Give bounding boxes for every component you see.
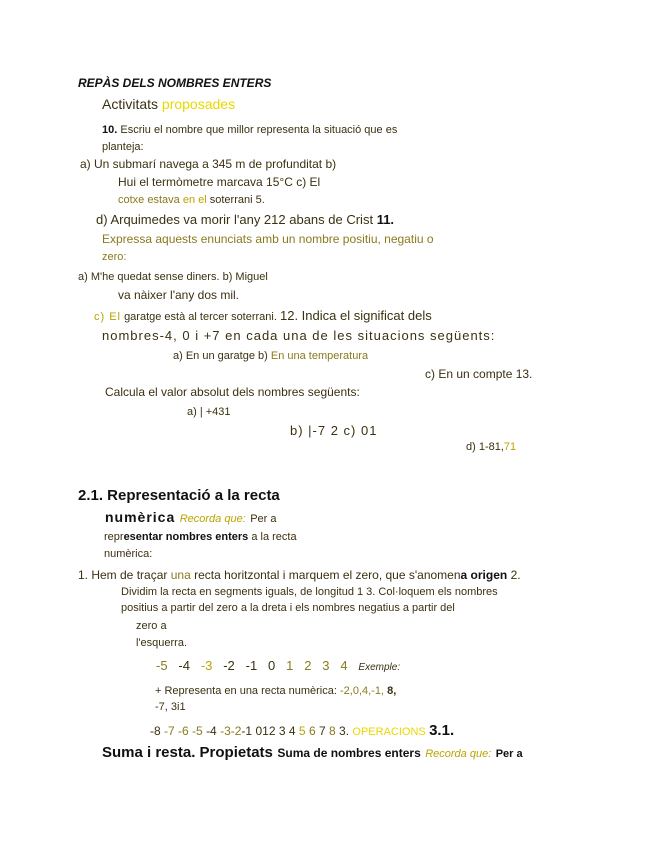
q10-line2: planteja: [102, 141, 144, 153]
nl-number: 1 [286, 658, 294, 673]
section-2-1-heading: 2.1. Representació a la recta [78, 487, 280, 504]
nl-number: 3 [322, 658, 330, 673]
step-3: positius a partir del zero a la dreta i els nombres negatius a partir del [121, 602, 455, 614]
activities-heading: Activitats proposades [102, 96, 236, 112]
big-number-line [150, 722, 454, 739]
bl-number: 1 [262, 724, 269, 738]
step-3c: l'esquerra. [136, 637, 188, 649]
q10-c: cotxe estava en el soterrani 5. [118, 194, 265, 206]
q11-b: va nàixer l'any dos mil. [118, 288, 240, 302]
section-3-1-heading: Suma i resta. Propietats Suma de nombres enters Recorda que: Per a [102, 744, 523, 761]
bl-number: 3 [278, 724, 286, 738]
bl-number: 7 [318, 724, 326, 738]
q10-d: d) Arquimedes va morir l'any 212 abans de Crist 11. [96, 212, 395, 227]
bl-number: 3. [339, 724, 350, 738]
nl-number: -5 [156, 658, 168, 673]
bl-number: 6 [308, 724, 316, 738]
q13-a: a) | +431 [187, 406, 231, 418]
exemple-label: Exemple: [358, 662, 401, 673]
bl-number: 4 [288, 724, 296, 738]
page-title: REPÀS DELS NOMBRES ENTERS [78, 76, 272, 90]
bl-number: -4 [206, 724, 217, 738]
q10-a: a) Un submarí navega a 345 m de profunditat b) [80, 157, 337, 171]
q10-line1: 10. Escriu el nombre que millor representa la situació que es [102, 124, 398, 136]
q12-line1: nombres-4, 0 i +7 en cada una de les situacions següents: [102, 328, 496, 343]
q11-line2: zero: [102, 251, 127, 263]
q13-d: d) 1-81,71 [466, 441, 517, 453]
q10-b: Hui el termòmetre marcava 15°C c) El [118, 175, 321, 189]
step-3b: zero a [136, 620, 167, 632]
bl-number: 0 [255, 724, 263, 738]
nl-number: 2 [304, 658, 312, 673]
section-2-1-intro: representar nombres enters a la recta [104, 531, 297, 543]
nl-number: -4 [178, 658, 190, 673]
number-line [156, 659, 400, 674]
exercise-line1: + Representa en una recta numèrica: -2,0,4,-1, 8, [155, 685, 397, 697]
nl-number: -1 [245, 658, 258, 673]
section-2-1-heading-cont: numèrica Recorda que: Per a [105, 509, 277, 525]
bl-number: -3 [220, 724, 231, 738]
q13-line1: Calcula el valor absolut dels nombres següents: [105, 385, 360, 399]
q13-bc: b) |-7 2 c) 01 [290, 423, 378, 438]
q12-ab: a) En un garatge b) En una temperatura [173, 350, 369, 362]
q11-c: c) El garatge està al tercer soterrani. 12. Indica el significat dels [94, 308, 432, 323]
q12-c: c) En un compte 13. [425, 367, 533, 381]
nl-number: 4 [340, 658, 348, 673]
step-2: Dividim la recta en segments iguals, de longitud 1 3. Col·loquem els nombres [121, 586, 498, 598]
bl-number: 5 [298, 724, 306, 738]
operacions-label: OPERACIONS [352, 726, 426, 738]
bl-number: -8 [150, 724, 161, 738]
nl-number: -3 [200, 658, 213, 673]
bl-number: -6 [178, 724, 189, 738]
step-1: 1. Hem de traçar una recta horitzontal i marquem el zero, que s'anomena origen 2. [78, 568, 521, 582]
nl-number: -2 [223, 658, 235, 673]
bl-number: -5 [192, 724, 203, 738]
bl-number: 2 [268, 724, 276, 738]
bl-number: -1 [241, 724, 253, 738]
bl-number: -2 [230, 724, 242, 738]
section-3-1-number: 3.1. [429, 722, 455, 739]
exercise-line2: -7, 3i1 [155, 701, 186, 713]
section-2-1-intro2: numèrica: [104, 548, 153, 560]
q11-line1: Expressa aquests enunciats amb un nombre positiu, negatiu o [102, 232, 434, 246]
bl-number: -7 [164, 724, 175, 738]
q11-a: a) M'he quedat sense diners. b) Miguel [78, 271, 268, 283]
nl-number: 0 [268, 658, 276, 673]
bl-number: 8 [329, 724, 336, 738]
